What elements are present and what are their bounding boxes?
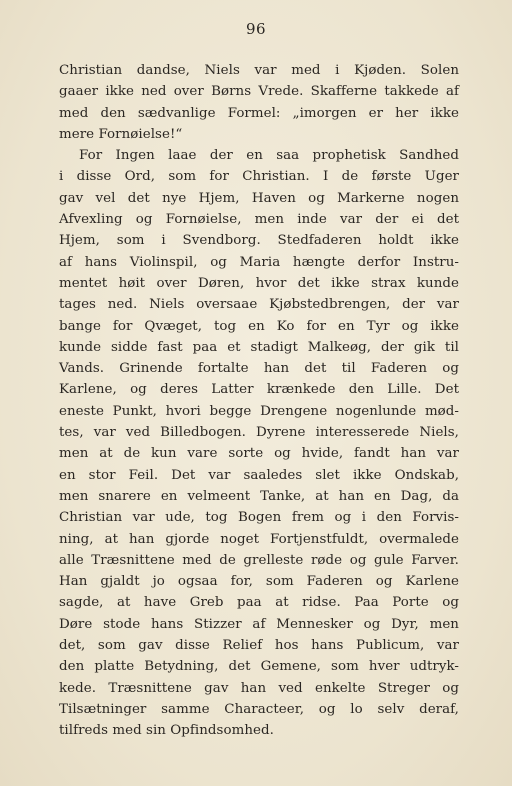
page-number: 96 bbox=[245, 20, 267, 38]
text-line: For Ingen laae der en saa prophetisk Sandhed bbox=[79, 148, 459, 164]
text-line: Tilsætninger samme Characteer, og lo selv deraf, bbox=[59, 701, 459, 717]
text-line: Christian var ude, tog Bogen frem og i den Forvis- bbox=[59, 510, 459, 526]
text-line: gav vel det nye Hjem, Haven og Markerne nogen bbox=[59, 190, 459, 206]
body-text bbox=[59, 60, 459, 742]
text-line: Døre stode hans Stizzer af Mennesker og Dyr, men bbox=[59, 616, 459, 632]
text-line: mere Fornøielse!“ bbox=[59, 126, 183, 142]
text-line: men snarere en velmeent Tanke, at han en Dag, da bbox=[59, 488, 459, 504]
text-line: Han gjaldt jo ogsaa for, som Faderen og Karlene bbox=[59, 574, 459, 590]
text-line: men at de kun vare sorte og hvide, fandt han var bbox=[59, 446, 459, 462]
text-line: en stor Feil. Det var saaledes slet ikke Ondskab, bbox=[59, 467, 459, 483]
text-line: kede. Træsnittene gav han ved enkelte Streger og bbox=[59, 680, 459, 696]
text-line: Christian dandsе, Niels var med i Kjøden. Solen bbox=[59, 63, 459, 78]
text-line: sagde, at have Greb paa at ridse. Paa Porte og bbox=[59, 595, 459, 611]
text-line: eneste Punkt, hvori begge Drengene nogenlunde mød- bbox=[59, 403, 459, 419]
text-line: tages ned. Niels oversaae Kjøbstedbrengen, der var bbox=[59, 297, 459, 313]
text-line: gaaer ikke ned over Børns Vrede. Skafferne takkede af bbox=[59, 84, 459, 100]
text-line: Vands. Grinende fortalte han det til Faderen og bbox=[59, 361, 459, 377]
text-line: ning, at han gjorde noget Fortjenstfuldt, overmalede bbox=[59, 531, 459, 547]
text-line: Afvexling og Fornøielse, men inde var der ei det bbox=[59, 212, 459, 228]
text-line: kunde sidde fast paa et stadigt Malkeøg, der gik til bbox=[59, 339, 459, 355]
text-line: alle Træsnittene med de grelleste røde og gule Farver. bbox=[59, 552, 459, 568]
text-line: den platte Betydning, det Gemene, som hver udtryk- bbox=[59, 659, 459, 675]
text-line: mentet høit over Døren, hvor det ikke strax kunde bbox=[59, 275, 459, 291]
text-line: af hans Violinspil, og Maria hængte derfor Instru- bbox=[59, 254, 459, 270]
text-line: Hjem, som i Svendborg. Stedfaderen holdt ikke bbox=[59, 233, 459, 249]
text-line: tilfreds med sin Opfindsomhed. bbox=[59, 723, 274, 739]
text-line: Karlene, og deres Latter krænkede den Lille. Det bbox=[59, 382, 459, 398]
text-line: tes, var ved Billedbogen. Dyrene interesserede Niels, bbox=[59, 425, 459, 441]
text-line: med den sædvanlige Formel: „imorgen er her ikke bbox=[59, 105, 459, 121]
text-line: i disse Ord, som for Christian. I de første Uger bbox=[59, 169, 459, 185]
text-line: bange for Qvæget, tog en Ko for en Tyr og ikke bbox=[59, 318, 459, 334]
text-line: det, som gav disse Relief hos hans Publicum, var bbox=[59, 638, 459, 654]
